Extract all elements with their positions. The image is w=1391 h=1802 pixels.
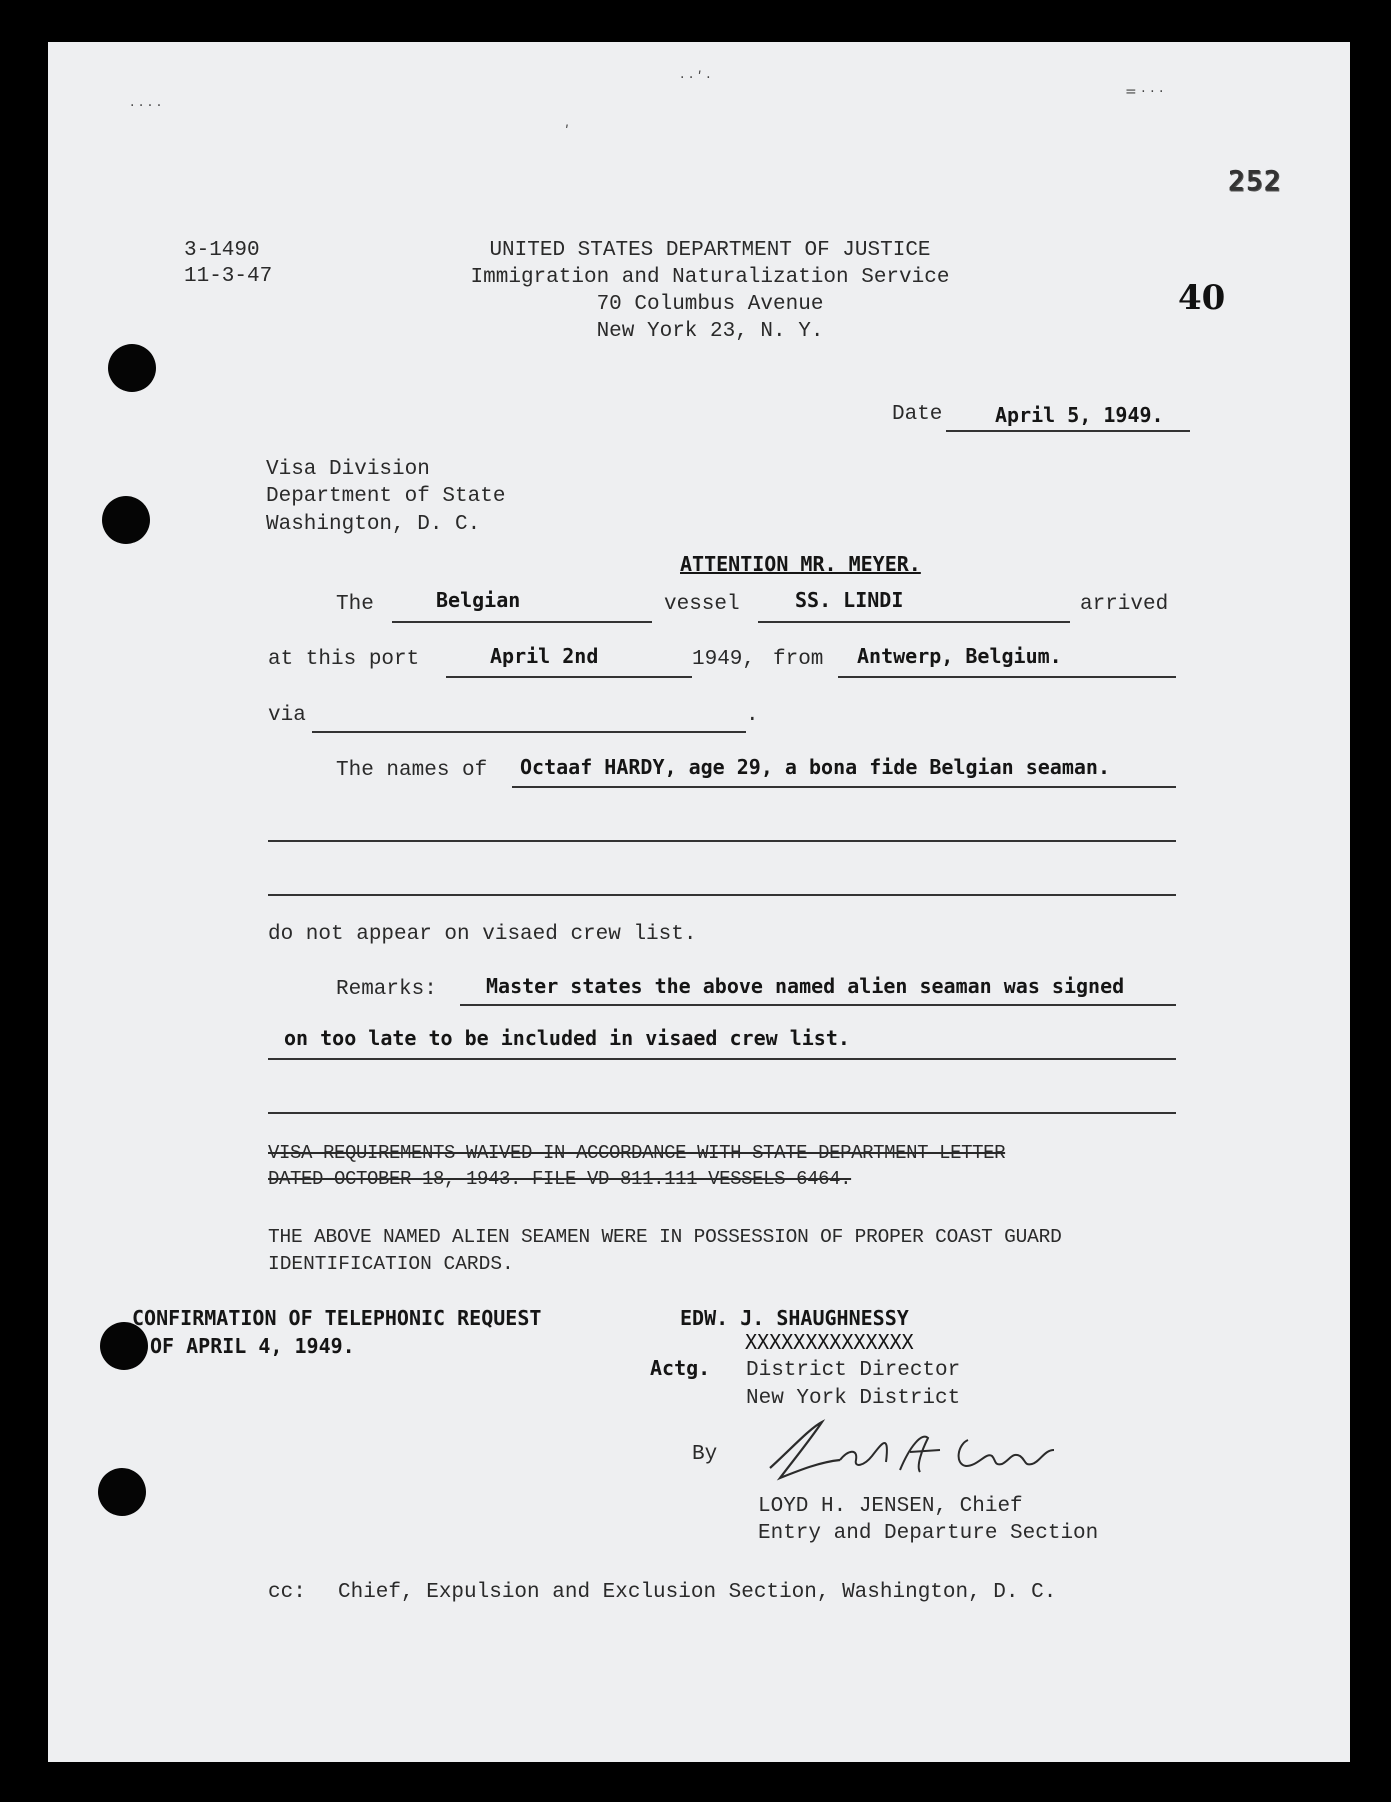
vessel-label: vessel [664,593,740,616]
vessel-name: SS. LINDI [795,588,904,612]
punch-hole [102,496,150,544]
names-underline [512,786,1176,788]
arrival-date: April 2nd [490,644,599,668]
official-name: EDW. J. SHAUGHNESSY [680,1306,909,1330]
service-name: Immigration and Naturalization Service [470,266,950,289]
remarks-line1: Master states the above named alien seaman was signed [486,974,1125,998]
form-number: 3-1490 [184,239,260,262]
names-blank-line2 [268,894,1176,896]
address-line2: New York 23, N. Y. [596,320,824,343]
scan-speck: ʹ [565,124,569,140]
coast-guard-line1: THE ABOVE NAMED ALIEN SEAMEN WERE IN POSSESSION OF PROPER COAST GUARD [268,1226,1062,1248]
handwritten-signature [740,1410,1070,1490]
attention-line: ATTENTION MR. MEYER. [680,552,921,576]
corner-stamp: 252 [1228,164,1282,197]
recipient-line1: Visa Division [266,458,430,481]
names-label: The names of [336,759,488,782]
agency-name: UNITED STATES DEPARTMENT OF JUSTICE [489,239,931,262]
alien-names: Octaaf HARDY, age 29, a bona fide Belgian seaman. [520,755,1111,779]
names-suffix: do not appear on visaed crew list. [268,923,697,946]
date-value: April 5, 1949. [995,403,1164,427]
scan-speck: · · · · [130,98,162,114]
signer-section: Entry and Departure Section [758,1522,1099,1545]
struck-notice-line2: DATED OCTOBER 18, 1943. FILE VD 811.111 VESSELS 6464. [268,1168,852,1190]
via-underline [312,731,746,733]
date-underline [946,430,1190,432]
signer-name: LOYD H. JENSEN, Chief [758,1495,1023,1518]
port-label: at this port [268,648,420,671]
origin-underline [838,676,1176,678]
confirmation-line2: OF APRIL 4, 1949. [150,1334,355,1358]
scan-speck: = · · · [1125,84,1164,100]
date-label: Date [892,403,943,426]
remarks-line2: on too late to be included in visaed crew list. [284,1026,850,1050]
coast-guard-line2: IDENTIFICATION CARDS. [268,1253,514,1275]
recipient-line2: Department of State [266,485,506,508]
struck-notice-line1: VISA REQUIREMENTS WAIVED IN ACCORDANCE WITH STATE DEPARTMENT LETTER [268,1142,1006,1164]
arrival-date-underline [446,676,692,678]
nationality-underline [392,621,652,623]
form-date: 11-3-47 [184,265,273,288]
scan-speck: · · ʹ · [680,70,711,86]
vessel-nationality: Belgian [436,588,521,612]
by-label: By [692,1443,718,1466]
names-blank-line1 [268,840,1176,842]
the-label: The [336,593,374,616]
address-line1: 70 Columbus Avenue [596,293,824,316]
cc-value: Chief, Expulsion and Exclusion Section, Washington, D. C. [338,1581,1057,1604]
page-number: 40 [1178,278,1226,318]
director-title: District Director [746,1359,961,1382]
via-period: . [746,704,759,727]
remarks-blank-line [268,1112,1176,1114]
district-title: New York District [746,1387,961,1410]
arrived-label: arrived [1080,593,1169,616]
remarks-underline2 [268,1058,1176,1060]
punch-hole [98,1468,146,1516]
acting-label: Actg. [650,1356,711,1380]
recipient-line3: Washington, D. C. [266,513,481,536]
from-label: from [773,648,824,671]
vessel-name-underline [758,621,1070,623]
cc-label: cc: [268,1581,306,1604]
struck-name: XXXXXXXXXXXXXX [745,1330,914,1354]
origin-port: Antwerp, Belgium. [857,644,1062,668]
remarks-underline1 [460,1004,1176,1006]
punch-hole [108,344,156,392]
arrival-year: 1949, [692,648,756,671]
via-label: via [268,704,306,727]
remarks-label: Remarks: [336,978,437,1001]
confirmation-line1: CONFIRMATION OF TELEPHONIC REQUEST [132,1306,542,1330]
